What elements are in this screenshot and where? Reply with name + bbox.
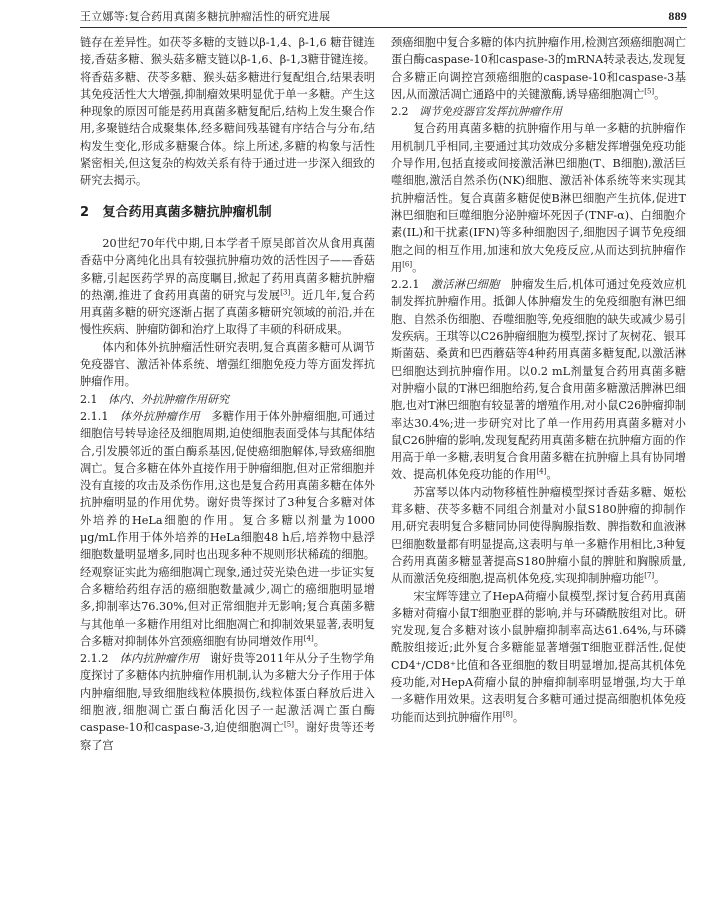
paragraph-continued: 颈癌细胞中复合多糖的体内抗肿瘤作用,检测宫颈癌细胞凋亡蛋白酶caspase-10和caspase-3的mRNA转录表达,发现复合多糖正向调控宫颈癌细胞的caspase-10和caspase-3基因,从而激活凋亡通路中的关键激酶,诱导癌细胞凋亡[5]。	[391, 36, 686, 101]
paragraph-song: 宋宝辉等建立了HepA荷瘤小鼠模型,探讨复合药用真菌多糖对荷瘤小鼠T细胞亚群的影响,并与环磷酰胺组对比。研究发现,复合多糖对该小鼠肿瘤抑制率高达61.64%,与环磷酰胺组接近;此外复合多糖能显著增强T细胞亚群活性,促使CD4⁺/CD8⁺比值和各亚细胞的数目明显增加,提高其机体免疫功能,对HepA荷瘤小鼠的肿瘤抑制率明显增强,均大于单一多糖作用效果。这表明复合多糖可通过提高细胞机体免疫功能而达到抗肿瘤作用[8]。	[391, 589, 686, 724]
paragraph-2-2: 复合药用真菌多糖的抗肿瘤作用与单一多糖的抗肿瘤作用机制几乎相同,主要通过其功效成分多糖发挥增强免疫功能介导作用,包括直接或间接激活淋巴细胞(T、B细胞),激活巨噬细胞,激活自然杀伤(NK)细胞、激活补体系统等来实现其抗肿瘤活性。复合真菌多糖促使B淋巴细胞产生抗体,促进T淋巴细胞和巨噬细胞分泌肿瘤坏死因子(TNF-α)、白细胞介素(IL)和干扰素(IFN)等多种细胞因子,细胞因子调节免疫细胞之间的相互作用,加速和放大免疫反应,从而达到抗肿瘤作用[6]。	[391, 122, 686, 274]
paragraph-2-2-1: 2.2.1 激活淋巴细胞 肿瘤发生后,机体可通过免疫效应机制发挥抗肿瘤作用。抵御人体肿瘤发生的免疫细胞有淋巴细胞、自然杀伤细胞、吞噬细胞等,免疫细胞的缺失或减少易引发疾病。王琪等以C26肿瘤细胞为模型,探讨了灰树花、银耳斯菌菇、桑黄和巴西蘑菇等4种药用真菌多糖复配,以激活淋巴细胞达到抗肿瘤作用。以0.2 mL剂量复合药用真菌多糖对肿瘤小鼠的T淋巴细胞给药,复合食用菌多糖激活脾淋巴细胞,也对T淋巴细胞有较显著的增殖作用,对小鼠C26肿瘤抑制率达30.4%;进一步研究对比了单一作用药用真菌多糖对小鼠C26肿瘤的影响,发现复配药用真菌多糖在抗肿瘤方面的作用高于单一多糖,表明复合食用菌多糖在抗肿瘤上具有协同增效、提高机体免疫功能的作用[4]。	[391, 278, 686, 482]
running-header	[80, 8, 687, 28]
right-column	[391, 34, 686, 754]
paragraph-2-1-2: 2.1.2 体内抗肿瘤作用 谢好贵等2011年从分子生物学角度探讨了多糖体内抗肿瘤作用机制,认为多糖大分子作用于体内肿瘤细胞,导致细胞线粒体膜损伤,线粒体蛋白释放后进入细胞液,细胞凋亡蛋白酶活化因子一起激活凋亡蛋白酶caspase-10和caspase-3,迫使细胞凋亡[5]。谢好贵等还考察了宫	[80, 652, 375, 752]
paragraph-s2-1: 20世纪70年代中期,日本学者千原吴郎首次从食用真菌香菇中分离纯化出具有较强抗肿瘤功效的活性因子——香菇多糖,引起医药学界的高度瞩目,掀起了药用真菌多糖抗肿瘤的热潮,推进了食药用真菌的研究与发展[3]。近几年,复合药用真菌多糖的研究逐渐占据了真菌多糖研究领域的前沿,并在慢性疾病、肿瘤防御和治疗上取得了丰硕的科研成果。	[80, 236, 375, 337]
section-2-2-heading: 2.2 调节免疫器官发挥抗肿瘤作用	[391, 105, 562, 119]
section-2-heading: 2 复合药用真菌多糖抗肿瘤机制	[80, 204, 272, 220]
left-column	[80, 34, 375, 754]
paragraph-2-1-1: 2.1.1 体外抗肿瘤作用 多糖作用于体外肿瘤细胞,可通过细胞信号转导途径及细胞周期,迫使细胞表面受体与其配体结合,引发膜邻近的蛋白酶系基因,促使癌细胞解体,导致癌细胞凋亡。复合多糖在体外直接作用于肿瘤细胞,但对正常细胞并没有直接的攻击及杀伤作用,这也是复合药用真菌多糖在体外抗肿瘤明显的作用优势。谢好贵等探讨了3种复合多糖对体外培养的HeLa细胞的作用。复合多糖以剂量为1000 μg/mL作用于体外培养的HeLa细胞48 h后,培养物中悬浮细胞数量明显增多,同时也出现多种不规则形状稀疏的细胞。经观察证实此为癌细胞凋亡现象,通过荧光染色进一步证实复合多糖给药组存活的癌细胞数量减少,凋亡的癌细胞明显增多,抑制率达76.30%,但对正常细胞并无影响;复合真菌多糖与其他单一多糖作用组对比细胞凋亡和抑制效果显著,表明复合多糖对抑制体外宫颈癌细胞有协同增效作用[4]。	[80, 409, 376, 648]
paragraph-s2-2: 体内和体外抗肿瘤活性研究表明,复合真菌多糖可从调节免疫器官、激活补体系统、增强红细胞免疫力等方面发挥抗肿瘤作用。	[80, 340, 375, 389]
page-number: 889	[668, 9, 687, 23]
paragraph-su: 苏富琴以体内动物移植性肿瘤模型探讨香菇多糖、姬松茸多糖、茯苓多糖不同组合剂量对小鼠S180肿瘤的抑制作用,研究表明复合多糖同协同使得胸腺指数、脾指数和血液淋巴细胞数量都有明显提高,这表明与单一多糖作用相比,3种复合药用真菌多糖显著提高S180肿瘤小鼠的脾脏和胸腺质量,从而激活免疫细胞,提高机体免疫,实现抑制肿瘤功能[7]。	[391, 485, 686, 586]
paragraph-intro: 链存在差异性。如茯苓多糖的支链以β-1,4、β-1,6 糖苷键连接,香菇多糖、猴头菇多糖支链以β-1,6、β-1,3糖苷键连接。将香菇多糖、茯苓多糖、猴头菇多糖进行复配组合,结果表明其免疫活性大大增强,抑制瘤效果明显优于单一多糖。产生这种现象的原因可能是药用真菌多糖复配后,结构上发生聚合作用,多聚链结合成聚集体,经多糖间残基键有序结合与分布,结构发生变化,形成多糖聚合体。综上所述,多糖的构象与活性紧密相关,但这复杂的构效关系有待于通过进一步深入细致的研究去揭示。	[80, 36, 375, 188]
running-title: 王立娜等:复合药用真菌多糖抗肿瘤活性的研究进展	[80, 10, 331, 23]
section-2-1-heading: 2.1 体内、外抗肿瘤作用研究	[80, 392, 229, 406]
